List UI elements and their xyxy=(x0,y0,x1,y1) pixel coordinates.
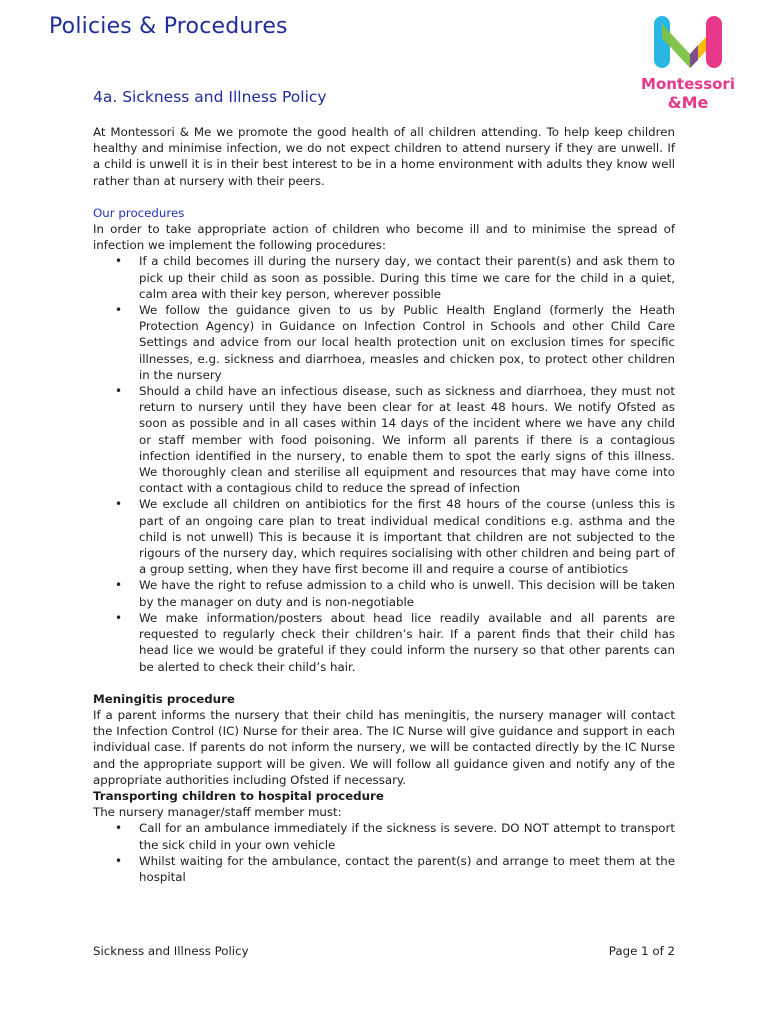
meningitis-paragraph: If a parent informs the nursery that their child has meningitis, the nursery manager will contact the Infection Control (IC) Nurse for their area. The IC Nurse will give guidance and support in each individual case. If parents do not inform the nursery, we will be contacted directly by the IC Nurse and the appropriate support will be given. We will follow all guidance given and notify any of the appropriate authorities including Ofsted if necessary. xyxy=(93,707,675,787)
procedures-heading: Our procedures xyxy=(93,205,185,220)
meningitis-heading: Meningitis procedure xyxy=(93,691,235,706)
procedure-item: • Should a child have an infectious disease, such as sickness and diarrhoea, they must not return to nursery until they have been clear for at least 48 hours. We notify Ofsted as soon as possible and in all cases within 14 days of the incident where we have any child or staff member with food poisoning. We inform all parents if there is a contagious infection identified in the nursery, to enable them to spot the early signs of this illness. We thoroughly clean and sterilise all equipment and resources that may have come into contact with a contagious child to reduce the spread of infection xyxy=(139,383,675,496)
transport-heading: Transporting children to hospital procedure xyxy=(93,788,384,803)
transport-lead: The nursery manager/staff member must: xyxy=(93,805,342,820)
document-body xyxy=(93,124,675,885)
procedure-item: • We follow the guidance given to us by Public Health England (formerly the Heath Protection Agency) in Guidance on Infection Control in Schools and other Child Care Settings and advice from our local health protection unit on exclusion times for specific illnesses, e.g. sickness and diarrhoea, measles and chicken pox, to protect other children in the nursery xyxy=(139,302,675,383)
logo-wordmark-line2: &Me xyxy=(667,93,709,112)
procedure-item: • If a child becomes ill during the nursery day, we contact their parent(s) and ask them to pick up their child as soon as possible. During this time we care for the child in a quiet, calm area with their key person, wherever possible xyxy=(139,253,675,302)
logo-wordmark-line1: Montessori xyxy=(641,75,735,93)
intro-paragraph: At Montessori & Me we promote the good health of all children attending. To help keep children healthy and minimise infection, we do not expect children to attend nursery if they are unwell. If a child is unwell it is in their best interest to be in a home environment with adults they know well rather than at nursery with their peers. xyxy=(93,125,675,188)
transport-item: • Whilst waiting for the ambulance, contact the parent(s) and arrange to meet them at the hospital xyxy=(139,853,675,885)
montessori-and-me-logo xyxy=(632,10,744,114)
procedures-list xyxy=(93,253,675,674)
section-title: 4a. Sickness and Illness Policy xyxy=(93,88,327,106)
transport-item: • Call for an ambulance immediately if the sickness is severe. DO NOT attempt to transport the sick child in your own vehicle xyxy=(139,820,675,852)
transport-list xyxy=(93,820,675,885)
procedures-lead: In order to take appropriate action of children who become ill and to minimise the spread of infection we implement the following procedures: xyxy=(93,222,675,253)
procedure-item: • We exclude all children on antibiotics for the first 48 hours of the course (unless this is part of an ongoing care plan to treat individual medical conditions e.g. asthma and the child is not unwell) This is because it is important that children are not subjected to the rigours of the nursery day, which requires socialising with other children and being part of a group setting, when they have first become ill and require a course of antibiotics xyxy=(139,496,675,577)
footer-page-number: Page 1 of 2 xyxy=(608,944,675,958)
footer-document-name: Sickness and Illness Policy xyxy=(93,944,249,958)
procedure-item: • We have the right to refuse admission to a child who is unwell. This decision will be taken by the manager on duty and is non-negotiable xyxy=(139,577,675,609)
document-header-title: Policies & Procedures xyxy=(49,14,288,39)
procedure-item: • We make information/posters about head lice readily available and all parents are requested to regularly check their children’s hair. If a parent finds that their child has head lice we would be grateful if they could inform the nursery so that other parents can be alerted to check their child’s hair. xyxy=(139,610,675,675)
